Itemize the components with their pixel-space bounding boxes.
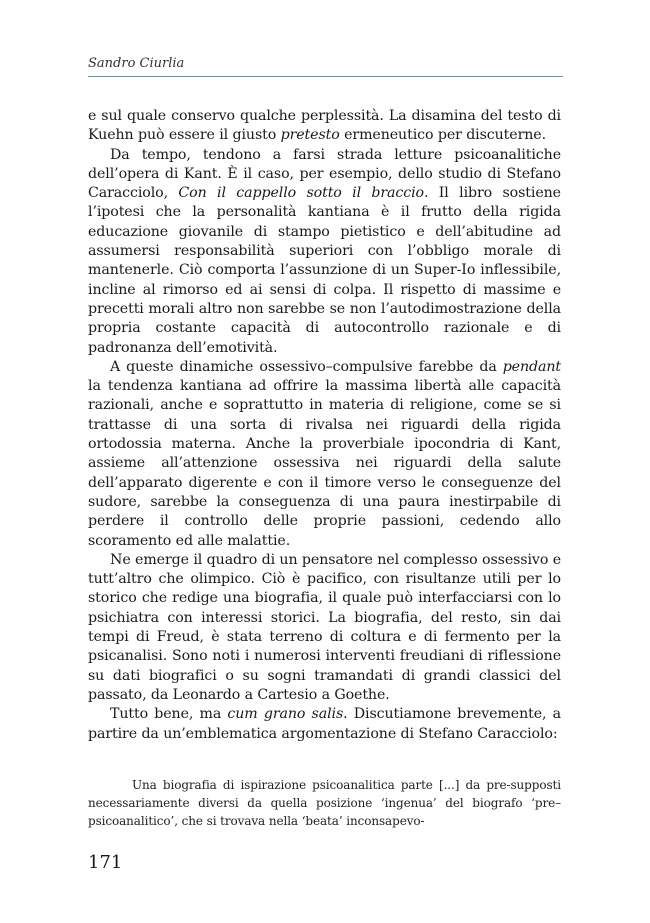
paragraph-5-text-a: Tutto bene, ma <box>110 706 228 723</box>
paragraph-1-text-b: ermeneutico per discuterne. <box>339 127 547 144</box>
paragraph-5-italic: cum grano salis <box>227 706 344 723</box>
paragraph-4: Ne emerge il quadro di un pensatore nel complesso ossessivo e tutt’altro che olimpico. Ciò è pacifico, con risultanze utili per lo storico che redige una biografia, il quale può interfacciarsi con lo psichiatra con interessi storici. La biografia, del resto, sin dai tempi di Freud, è stata terreno di coltura e di fermento per la psicanalisi. Sono noti i numerosi interventi freudiani di riflessione su dati biografici o su sogni tramandati di grandi classici del passato, da Leonardo a Cartesio a Goethe. <box>88 551 561 703</box>
paragraph-2 <box>88 146 561 358</box>
page-number: 171 <box>88 852 123 873</box>
block-quote-text: Una biografia di ispirazione psicoanalitica parte [...] da pre-supposti necessariamente diversi da quella posizione ‘ingenua’ del biografo ‘pre–psicoanalitico’, che si trovava nella ‘beata’ inconsapevo- <box>88 778 561 828</box>
running-header <box>88 56 563 76</box>
paragraph-5-text-b: . Discutiamone brevemente, a partire da un’emblematica argomentazione di Stefano Caracciolo: <box>88 706 562 742</box>
paragraph-1 <box>88 107 561 146</box>
paragraph-1-italic: pretesto <box>280 127 340 144</box>
paragraph-2-text-b: . Il libro sostiene l’ipotesi che la personalità kantiana è il frutto della rigida educazione giovanile di stampo pietistico e dell’abitudine ad assumersi responsabilità superiori con l’obbligo morale di mantenerle. Ciò comporta l’assunzione di un Super-Io inflessibile, incline al rimorso ed ai sensi di colpa. Il rispetto di massime e precetti morali altro non sarebbe se non l’autodimostrazione della propria costante capacità di autocontrollo razionale e di padronanza dell’emotività. <box>88 185 561 356</box>
paragraph-3-text-b: la tendenza kantiana ad offrire la massima libertà alle capacità razionali, anche e soprattutto in materia di religione, come se si trattasse di una sorta di rivalsa nei riguardi della rigida ortodossia materna. Anche la proverbiale ipocondria di Kant, assieme all’attenzione ossessiva nei riguardi della salute dell’apparato digerente e con il timore verso le conseguenze del sudore, sarebbe la conseguenza di una paura inestirpabile di perdere il controllo delle proprie passioni, cedendo allo scoramento ed alle malattie. <box>88 378 561 549</box>
paragraph-3-italic: pendant <box>502 358 561 375</box>
paragraph-1-text-a: e sul quale conservo qualche perplessità. La disamina del testo di Kuehn può essere il giusto <box>88 108 561 144</box>
paragraph-3 <box>88 358 561 551</box>
header-author: Sandro Ciurlia <box>88 56 185 71</box>
paragraph-5 <box>88 705 561 744</box>
paragraph-2-italic: Con il cappello sotto il braccio <box>178 185 424 202</box>
block-quote <box>88 776 561 830</box>
body-text <box>88 107 561 744</box>
header-rule <box>88 76 563 77</box>
paragraph-2-text-a: Da tempo, tendono a farsi strada letture psicoanalitiche dell’opera di Kant. È il caso, per esempio, dello studio di Stefano Caracciolo, <box>88 146 561 202</box>
paragraph-3-text-a: A queste dinamiche ossessivo–compulsive farebbe da <box>110 358 503 375</box>
